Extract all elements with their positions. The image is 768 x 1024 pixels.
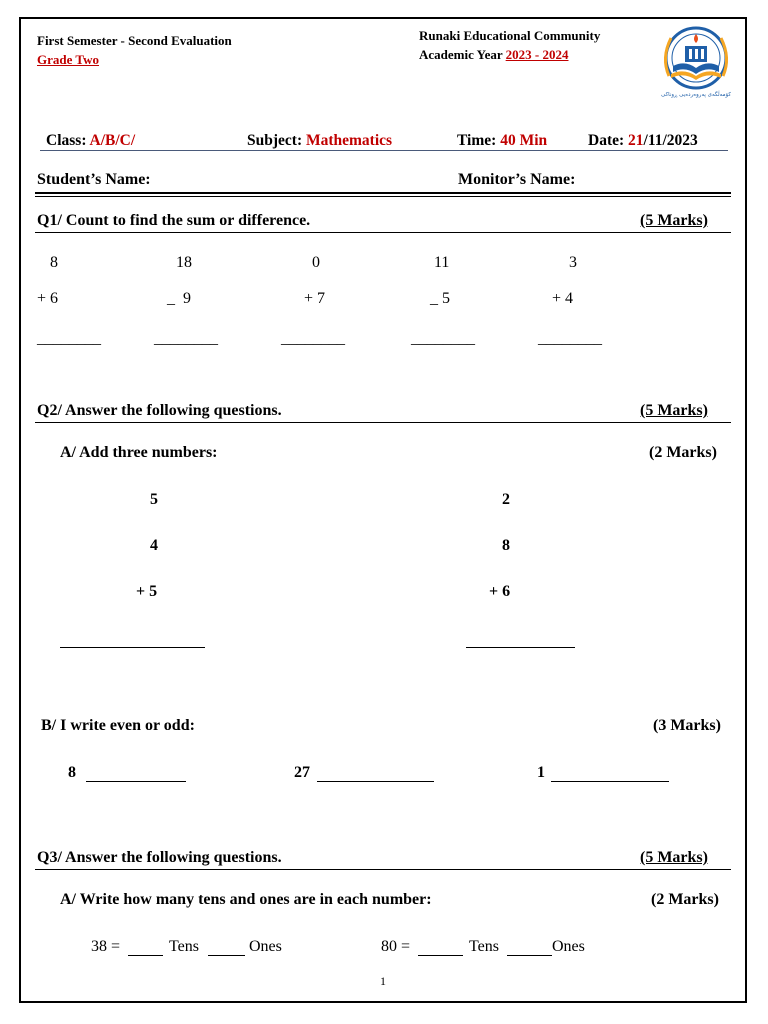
page-number: 1 [380, 974, 386, 988]
subject-label: Subject: [247, 132, 303, 149]
q3a-ones-blank[interactable] [507, 955, 552, 956]
q1-title: Q1/ Count to find the sum or difference. [37, 212, 311, 229]
q1-marks: (5 Marks) [640, 212, 708, 229]
q3-title: Q3/ Answer the following questions. [37, 849, 282, 866]
q2-marks: (5 Marks) [640, 402, 708, 419]
page-border-double-line [22, 1001, 746, 1002]
q1-top-number: 8 [50, 254, 58, 271]
date-label: Date: [588, 132, 625, 149]
date-rest: /11/2023 [643, 132, 698, 149]
q3a-number-label: 38 = [91, 938, 121, 955]
q3-underline [35, 869, 731, 870]
q1-answer-blank[interactable]: ________ [154, 330, 218, 347]
logo-text-bottom: کۆمەڵگەی پەروەردەیی ڕوناکی [660, 92, 732, 98]
q2a-left-answer-blank[interactable] [60, 647, 205, 648]
q1-answer-blank[interactable]: ________ [411, 330, 475, 347]
q2a-right-number: 8 [502, 537, 510, 554]
q2a-right-number: + 6 [489, 583, 511, 600]
q1-answer-blank[interactable]: ________ [37, 330, 101, 347]
q2a-left-number: + 5 [136, 583, 158, 600]
q1-bottom-number: + 7 [304, 290, 326, 307]
q2a-left-number: 4 [150, 537, 158, 554]
q2b-number: 8 [68, 764, 76, 781]
q2b-answer-blank[interactable] [551, 781, 669, 782]
q3-marks: (5 Marks) [640, 849, 708, 866]
semester-title: First Semester - Second Evaluation [37, 33, 232, 48]
academic-year-label: Academic Year [419, 47, 503, 62]
q2b-answer-blank[interactable] [86, 781, 186, 782]
q2a-left-number: 5 [150, 491, 158, 508]
class-field [46, 132, 135, 150]
q3a-number-label: 80 = [381, 938, 411, 955]
date-day: 21 [628, 132, 644, 149]
q2b-answer-blank[interactable] [317, 781, 434, 782]
subject-field [247, 132, 392, 150]
q3a-tens-label: Tens [169, 938, 199, 955]
time-label: Time: [457, 132, 497, 149]
q2a-right-number: 2 [502, 491, 510, 508]
q3a-title: A/ Write how many tens and ones are in each number: [60, 891, 432, 908]
q1-bottom-number: _ 9 [167, 290, 191, 307]
q1-top-number: 0 [312, 254, 320, 271]
q2a-title: A/ Add three numbers: [60, 444, 218, 461]
q3a-marks: (2 Marks) [651, 891, 719, 908]
date-field [588, 132, 698, 150]
header-separator-thin [35, 196, 731, 197]
academic-year-value: 2023 - 2024 [505, 47, 569, 62]
academic-year [419, 47, 568, 63]
school-name: Runaki Educational Community [419, 28, 601, 43]
q2b-title: B/ I write even or odd: [41, 717, 195, 734]
q1-bottom-number: + 4 [552, 290, 574, 307]
info-underline [40, 150, 728, 151]
q2b-marks: (3 Marks) [653, 717, 721, 734]
q2a-right-answer-blank[interactable] [466, 647, 575, 648]
monitor-name-label: Monitor’s Name: [458, 171, 576, 188]
student-name-label: Student’s Name: [37, 171, 151, 188]
q3a-tens-blank[interactable] [418, 955, 463, 956]
q1-underline [35, 232, 731, 233]
q2a-marks: (2 Marks) [649, 444, 717, 461]
q2b-number: 27 [294, 764, 310, 781]
class-value: A/B/C/ [89, 132, 136, 149]
q2-underline [35, 422, 731, 423]
q3a-ones-label: Ones [249, 938, 282, 955]
q1-bottom-number: + 6 [37, 290, 59, 307]
q2-title: Q2/ Answer the following questions. [37, 402, 282, 419]
q1-bottom-number: _ 5 [430, 290, 450, 307]
subject-value: Mathematics [305, 132, 393, 149]
header-separator-thick [35, 192, 731, 194]
q1-answer-blank[interactable]: ________ [281, 330, 345, 347]
time-value: 40 Min [500, 132, 548, 149]
class-label: Class: [46, 132, 87, 149]
q3a-tens-label: Tens [469, 938, 499, 955]
q1-top-number: 3 [569, 254, 577, 271]
q1-top-number: 11 [434, 254, 450, 271]
q1-answer-blank[interactable]: ________ [538, 330, 602, 347]
q2b-number: 1 [537, 764, 545, 781]
time-field [457, 132, 547, 150]
school-logo-icon [655, 24, 737, 100]
q3a-ones-label: Ones [552, 938, 585, 955]
grade-title: Grade Two [37, 52, 99, 67]
q3a-ones-blank[interactable] [208, 955, 245, 956]
q1-top-number: 18 [176, 254, 192, 271]
q3a-tens-blank[interactable] [128, 955, 163, 956]
